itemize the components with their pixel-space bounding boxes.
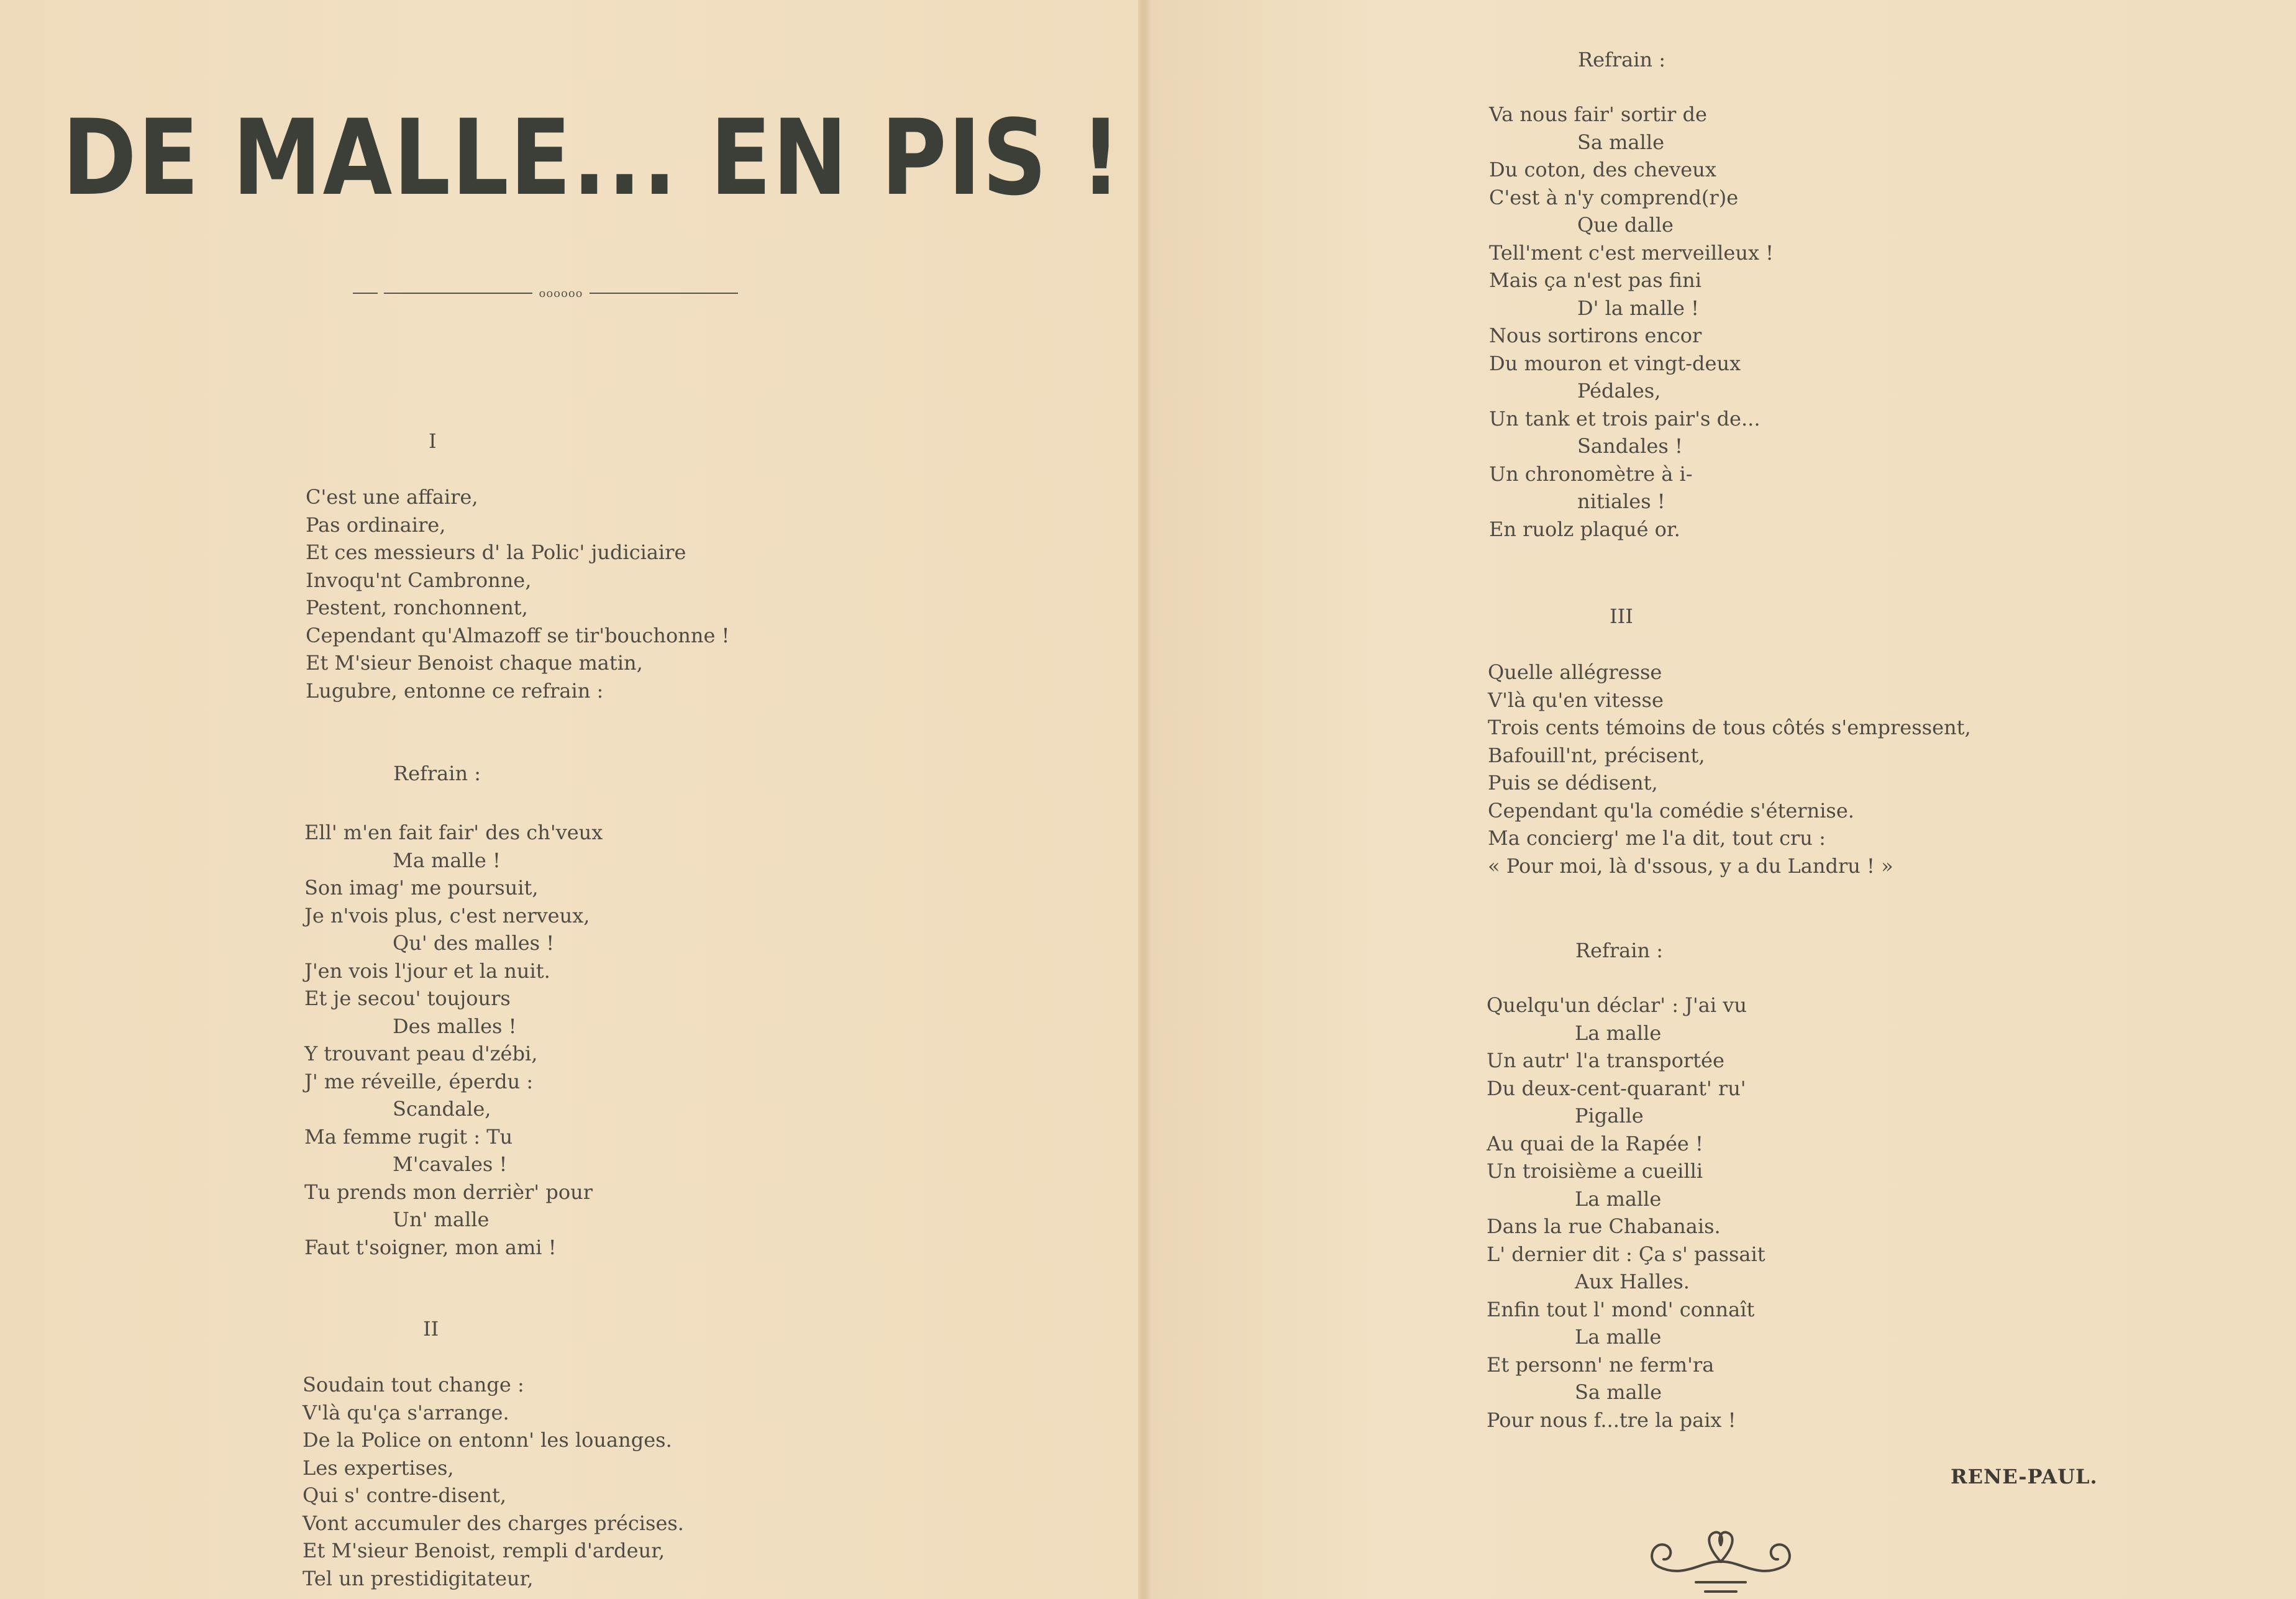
verse-line: Puis se dédisent, [1488, 771, 1658, 795]
verse-line: Enfin tout l' mond' connaît [1487, 1297, 1755, 1321]
verse-line: L' dernier dit : Ça s' passait [1487, 1242, 1765, 1266]
divider-rule [590, 293, 738, 294]
verse-line: Tu prends mon derrièr' pour [304, 1180, 593, 1204]
verse-line: Qui s' contre-disent, [303, 1483, 507, 1507]
verse-line: Du deux-cent-quarant' ru' [1487, 1076, 1746, 1100]
verse-line: Tell'ment c'est merveilleux ! [1489, 240, 1774, 265]
refrain-2 [1489, 101, 1774, 543]
verse-line: Un autr' l'a transportée [1487, 1049, 1724, 1072]
verse-line: Ma concierg' me l'a dit, tout cru : [1488, 826, 1826, 850]
refrain-heading: Refrain : [1575, 939, 1664, 962]
verse-line: La malle [1575, 1187, 1662, 1211]
verse-line: Nous sortirons encor [1489, 324, 1702, 347]
verse-line: Du mouron et vingt-deux [1489, 351, 1741, 375]
verse-line: J'en vois l'jour et la nuit. [304, 959, 550, 983]
verse-line: Pédales, [1577, 379, 1661, 403]
page-fold [1138, 0, 1150, 1599]
refrain-heading: Refrain : [1578, 48, 1666, 71]
verse-line: Bafouill'nt, précisent, [1488, 743, 1705, 767]
verse-line: V'là qu'en vitesse [1488, 688, 1664, 712]
verse-line: Faut t'soigner, mon ami ! [304, 1235, 557, 1259]
verse-3 [1488, 658, 1971, 880]
verse-line: Sandales ! [1577, 434, 1683, 458]
verse-line: Qu' des malles ! [393, 931, 555, 955]
verse-line: La malle [1575, 1021, 1662, 1045]
verse-line: Ma femme rugit : Tu [304, 1124, 513, 1149]
verse-line: Ell' m'en fait fair' des ch'veux [304, 821, 603, 844]
verse-2 [303, 1371, 684, 1592]
verse-line: Des malles ! [393, 1014, 517, 1038]
verse-line: Cependant qu'Almazoff se tir'bouchonne ! [306, 623, 730, 647]
verse-line: Va nous fair' sortir de [1489, 102, 1707, 126]
verse-line: Et personn' ne ferm'ra [1487, 1352, 1715, 1377]
verse-line: La malle [1575, 1325, 1662, 1349]
verse-line: Pigalle [1575, 1104, 1644, 1128]
verse-line: Pour nous f...tre la paix ! [1487, 1408, 1736, 1432]
divider-rule [353, 293, 378, 294]
verse-line: Quelle allégresse [1488, 660, 1662, 684]
verse-line: Vont accumuler des charges précises. [303, 1511, 684, 1535]
page-title: DE MALLE... EN PIS ! [62, 97, 1123, 219]
refrain-1 [304, 819, 603, 1261]
refrain-3 [1487, 991, 1765, 1434]
verse-line: D' la malle ! [1577, 296, 1699, 320]
verse-1 [306, 483, 729, 704]
verse-line: Pestent, ronchonnent, [306, 596, 528, 619]
verse-line: De la Police on entonn' les louanges. [303, 1428, 672, 1452]
verse-line: Invoqu'nt Cambronne, [306, 568, 532, 592]
verse-line: En ruolz plaqué or. [1489, 517, 1680, 541]
verse-line: Sa malle [1575, 1380, 1662, 1404]
verse-line: Ma malle ! [393, 848, 501, 872]
refrain-heading: Refrain : [393, 762, 481, 785]
title-divider [353, 287, 738, 299]
divider-rule [384, 293, 532, 294]
verse-line: C'est à n'y comprend(r)e [1489, 185, 1739, 209]
section-numeral-ii: II [423, 1317, 439, 1341]
verse-line: Et M'sieur Benoist chaque matin, [306, 651, 643, 675]
verse-line: Son imag' me poursuit, [304, 876, 539, 900]
verse-line: Soudain tout change : [303, 1373, 524, 1396]
verse-line: Tel un prestidigitateur, [303, 1566, 534, 1590]
verse-line: V'là qu'ça s'arrange. [303, 1400, 509, 1424]
verse-line: J' me réveille, éperdu : [304, 1069, 534, 1093]
verse-line: C'est une affaire, [306, 485, 478, 509]
verse-line: Lugubre, entonne ce refrain : [306, 678, 604, 703]
verse-line: Que dalle [1577, 213, 1674, 237]
verse-line: Un tank et trois pair's de... [1489, 406, 1761, 430]
verse-line: Et je secou' toujours [304, 986, 511, 1010]
verse-line: Et M'sieur Benoist, rempli d'ardeur, [303, 1539, 665, 1562]
verse-line: Un' malle [393, 1208, 490, 1231]
verse-line: Un troisième a cueilli [1487, 1159, 1703, 1183]
scroll-ornament-icon [1646, 1523, 1795, 1599]
section-numeral-iii: III [1610, 604, 1633, 628]
verse-line: Sa malle [1577, 130, 1664, 154]
verse-line: Au quai de la Rapée ! [1487, 1131, 1703, 1155]
verse-line: Les expertises, [303, 1456, 454, 1480]
verse-line: Je n'vois plus, c'est nerveux, [304, 903, 590, 927]
left-page [0, 0, 1142, 1599]
verse-line: Mais ça n'est pas fini [1489, 268, 1702, 292]
verse-line: M'cavales ! [393, 1152, 508, 1176]
divider-ornament: oooooo [539, 286, 583, 300]
verse-line: Scandale, [393, 1097, 491, 1121]
verse-line: Et ces messieurs d' la Polic' judiciaire [306, 540, 686, 564]
verse-line: Dans la rue Chabanais. [1487, 1214, 1721, 1238]
verse-line: « Pour moi, là d'ssous, y a du Landru ! » [1488, 854, 1893, 878]
verse-line: Trois cents témoins de tous côtés s'empressent, [1488, 716, 1971, 739]
verse-line: Un chronomètre à i- [1489, 462, 1693, 486]
author-signature: RENE-PAUL. [1951, 1465, 2098, 1488]
verse-line: Aux Halles. [1575, 1270, 1690, 1293]
verse-line: nitiales ! [1577, 490, 1665, 513]
verse-line: Cependant qu'la comédie s'éternise. [1488, 798, 1854, 822]
section-numeral-i: I [429, 429, 437, 453]
verse-line: Quelqu'un déclar' : J'ai vu [1487, 993, 1747, 1017]
verse-line: Y trouvant peau d'zébi, [304, 1042, 538, 1065]
verse-line: Du coton, des cheveux [1489, 158, 1716, 181]
verse-line: Pas ordinaire, [306, 512, 446, 537]
